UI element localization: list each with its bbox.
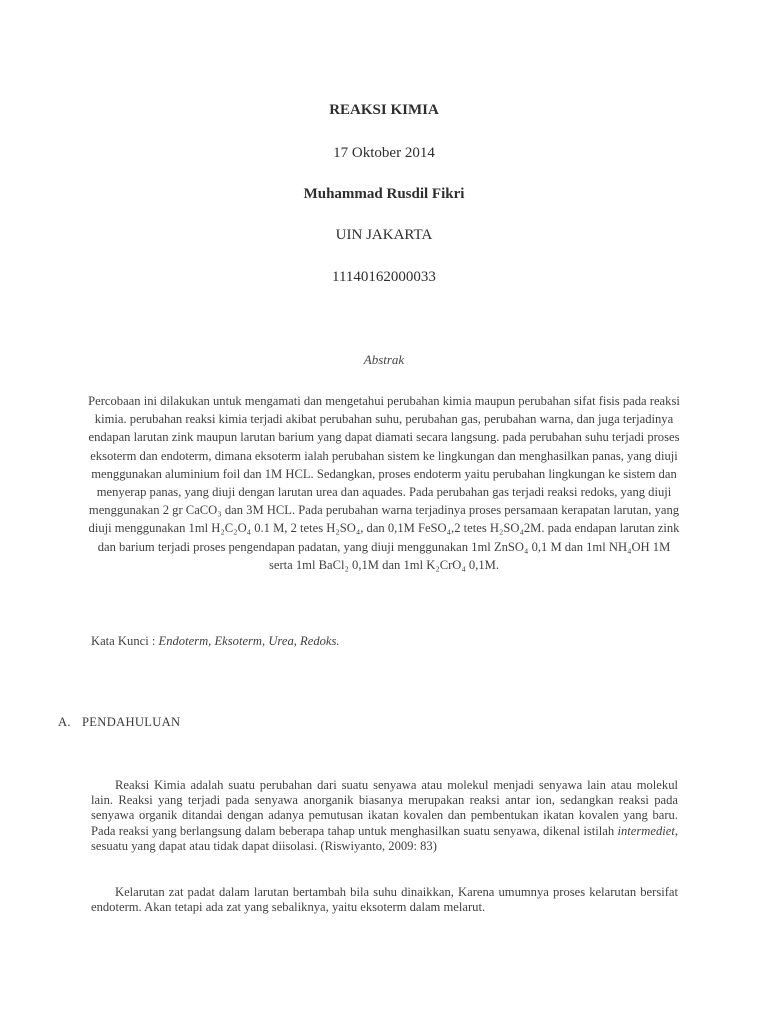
keywords-label: Kata Kunci : xyxy=(91,634,159,648)
para1-italic-term: intermediet xyxy=(617,823,675,838)
intro-paragraph-1 xyxy=(91,778,678,854)
institution: UIN JAKARTA xyxy=(335,227,433,243)
para1-text-start: Reaksi Kimia adalah suatu perubahan dari suatu senyawa atau molekul menjadi senyawa lain atau molekul lain. Reaksi yang terjadi pada senyawa anorganik biasanya merupakan reaksi antar ion, sedangkan reaksi pada senyawa organik ditandai dengan adanya pemutusan ikatan kovalen dan pembentukan ikatan kovalen yang baru. Pada reaksi yang berlangsung dalam beberapa tahap untuk menghasilkan suatu senyawa, dikenal istilah xyxy=(91,778,678,838)
keywords-terms: Endoterm, Eksoterm, Urea, Redoks. xyxy=(158,634,340,648)
student-id: 11140162000033 xyxy=(332,269,436,285)
author-name: Muhammad Rusdil Fikri xyxy=(303,186,465,202)
section-heading xyxy=(58,715,180,730)
paper-date: 17 Oktober 2014 xyxy=(333,145,435,161)
keywords xyxy=(91,634,340,649)
abstract-heading: Abstrak xyxy=(363,352,405,367)
paper-title: REAKSI KIMIA xyxy=(329,102,439,118)
abstract-body: Percobaan ini dilakukan untuk mengamati dan mengetahui perubahan kimia maupun perubahan sifat fisis pada reaksi kimia. perubahan reaksi kimia terjadi akibat perubahan suhu, perubahan gas, perubahan warna, dan juga terjadinya endapan larutan zink maupun larutan barium yang dapat diamati secara langsung. pada perubahan suhu terjadi proses eksoterm dan endoterm, dimana eksoterm ialah perubahan sistem ke lingkungan dan menghasilkan panas, yang diuji menggunakan aluminium foil dan 1M HCL. Sedangkan, proses endoterm yaitu perubahan lingkungan ke sistem dan menyerap panas, yang diuji dengan larutan urea dan aquades. Pada perubahan gas terjadi reaksi redoks, yang diuji menggunakan 2 gr CaCO₃ dan 3M HCL. Pada perubahan warna terjadinya proses persamaan kerapatan larutan, yang diuji menggunakan 1ml H₂C₂O₄ 0.1 M, 2 tetes H₂SO₄, dan 0,1M FeSO₄,2 tetes H₂SO₄2M. pada endapan larutan zink dan barium terjadi proses pengendapan padatan, yang diuji menggunakan 1ml ZnSO₄ 0,1 M dan 1ml NH₄OH 1M serta 1ml BaCl₂ 0,1M dan 1ml K₂CrO₄ 0,1M. xyxy=(88,394,680,572)
section-title: PENDAHULUAN xyxy=(82,715,181,729)
intro-paragraph-2: Kelarutan zat padat dalam larutan bertambah bila suhu dinaikkan, Karena umumnya proses kelarutan bersifat endoterm. Akan tetapi ada zat yang sebaliknya, yaitu eksoterm dalam melarut. xyxy=(91,885,678,915)
section-letter: A. xyxy=(58,715,71,729)
para1-text-end: , sesuatu yang dapat atau tidak dapat diisolasi. (Riswiyanto, 2009: 83) xyxy=(91,823,678,853)
